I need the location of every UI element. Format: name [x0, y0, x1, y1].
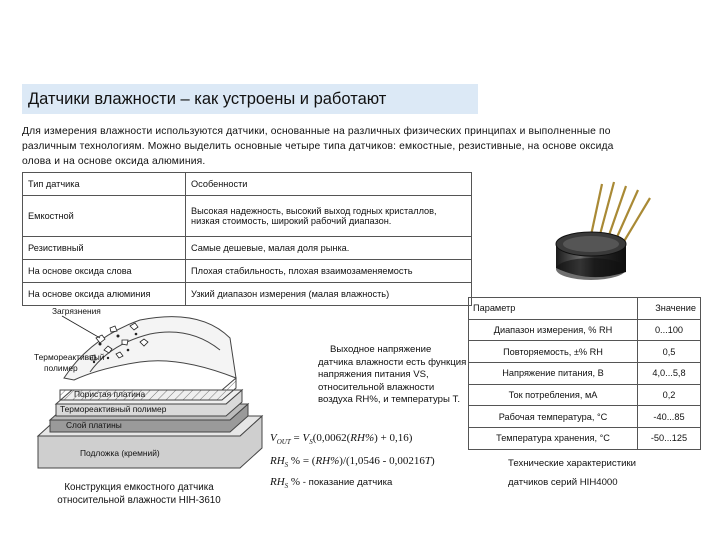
formula-number: (0,0062( [312, 432, 351, 444]
formula-subscript: S [309, 438, 313, 447]
table-cell: Диапазон измерения, % RH [469, 319, 638, 341]
label-thermo-polymer-top-2: полимер [44, 363, 78, 373]
intro-paragraph: Для измерения влажности используются датчики, основанные на различных физических принципах и выполненные по различным технологиям. Можно выделить основные четыре типа датчиков: емкостные, резистивные, на основе оксида олова и на основе оксида алюминия. [22, 126, 614, 167]
formula-symbol: RH [270, 455, 285, 467]
label-porous-platinum: Пористая платина [74, 389, 146, 399]
formula-operator: % [288, 476, 301, 488]
table-cell: Плохая стабильность, плохая взаимозаменяемость [186, 260, 472, 283]
label-substrate: Подложка (кремний) [80, 448, 160, 458]
table-row [23, 237, 472, 260]
formula-symbol: T [424, 455, 431, 467]
label-contamination: Загрязнения [52, 306, 101, 316]
table-row [469, 363, 701, 385]
formula-symbol: RH% [350, 432, 375, 444]
specs-caption [508, 454, 668, 492]
table-header-row [23, 173, 472, 196]
sensor-types-table [22, 172, 472, 306]
label-platinum-layer: Слой платины [66, 420, 122, 430]
capacitive-sensor-diagram [30, 298, 280, 478]
formula-number: )/(1,0546 - 0,00216 [339, 455, 425, 467]
formula-symbol: V [270, 432, 277, 444]
formula-rhs [270, 455, 435, 469]
table-cell: -50...125 [638, 428, 701, 450]
table-cell: Повторяемость, ±% RH [469, 341, 638, 363]
formula-operator: = [290, 432, 303, 444]
diagram-caption-line-1: Конструкция емкостного датчика [64, 482, 214, 493]
formula-subscript: OUT [276, 438, 291, 447]
table-row [23, 196, 472, 237]
table-row [469, 341, 701, 363]
header-cell: Параметр [469, 298, 638, 320]
table-cell: На основе оксида слова [23, 260, 186, 283]
table-row [469, 428, 701, 450]
sensor-photo [550, 180, 685, 290]
table-cell: 4,0...5,8 [638, 363, 701, 385]
formula-number: ) + 0,16) [374, 432, 413, 444]
formula-symbol: V [302, 432, 310, 444]
table-cell: Напряжение питания, В [469, 363, 638, 385]
table-header-row [469, 298, 701, 320]
formula-operator: % = ( [288, 455, 316, 467]
table-row [469, 384, 701, 406]
specs-caption-line-1: Технические характеристики [508, 458, 637, 469]
formula-subscript: S [284, 482, 289, 491]
label-thermo-polymer: Термореактивный полимер [60, 404, 167, 414]
formula-subscript: S [284, 461, 289, 470]
page-title: Датчики влажности – как устроены и работают [22, 84, 478, 114]
table-cell: 0,2 [638, 384, 701, 406]
formula-description: - показание датчика [300, 477, 393, 488]
formula-symbol: RH [270, 476, 285, 488]
header-cell: Тип датчика [23, 173, 186, 196]
formula-rhs-legend [270, 476, 392, 490]
table-cell: 0...100 [638, 319, 701, 341]
table-row [23, 260, 472, 283]
label-thermo-polymer-top-1: Термореактивный [34, 352, 105, 362]
table-cell: -40...85 [638, 406, 701, 428]
table-cell: Самые дешевые, малая доля рынка. [186, 237, 472, 260]
output-description-text: Выходное напряжение датчика влажности есть функция напряжения питания VS, относительной влажности воздуха RH%, и температуры T. [318, 344, 467, 405]
specs-caption-line-2: датчиков серий HIH4000 [508, 477, 618, 488]
table-cell: Узкий диапазон измерения (малая влажность) [186, 283, 472, 306]
table-cell: Высокая надежность, высокий выход годных кристаллов, низкая стоимость, широкий рабочий диапазон. [186, 196, 472, 237]
table-row [469, 319, 701, 341]
table-cell: Рабочая температура, °C [469, 406, 638, 428]
output-description [318, 344, 468, 407]
table-row [469, 406, 701, 428]
diagram-caption-line-2: относительной влажности HIH-3610 [57, 495, 221, 506]
header-cell: Особенности [186, 173, 472, 196]
formula-vout [270, 432, 412, 446]
diagram-caption [30, 481, 248, 507]
table-cell: Ток потребления, мА [469, 384, 638, 406]
table-cell: 0,5 [638, 341, 701, 363]
specs-table [468, 297, 701, 450]
table-cell: Емкостной [23, 196, 186, 237]
header-cell: Значение [638, 298, 701, 320]
formula-symbol: RH% [315, 455, 340, 467]
table-cell: На основе оксида алюминия [23, 283, 186, 306]
table-cell: Температура хранения, °C [469, 428, 638, 450]
table-cell: Резистивный [23, 237, 186, 260]
formula-operator: ) [430, 455, 435, 467]
